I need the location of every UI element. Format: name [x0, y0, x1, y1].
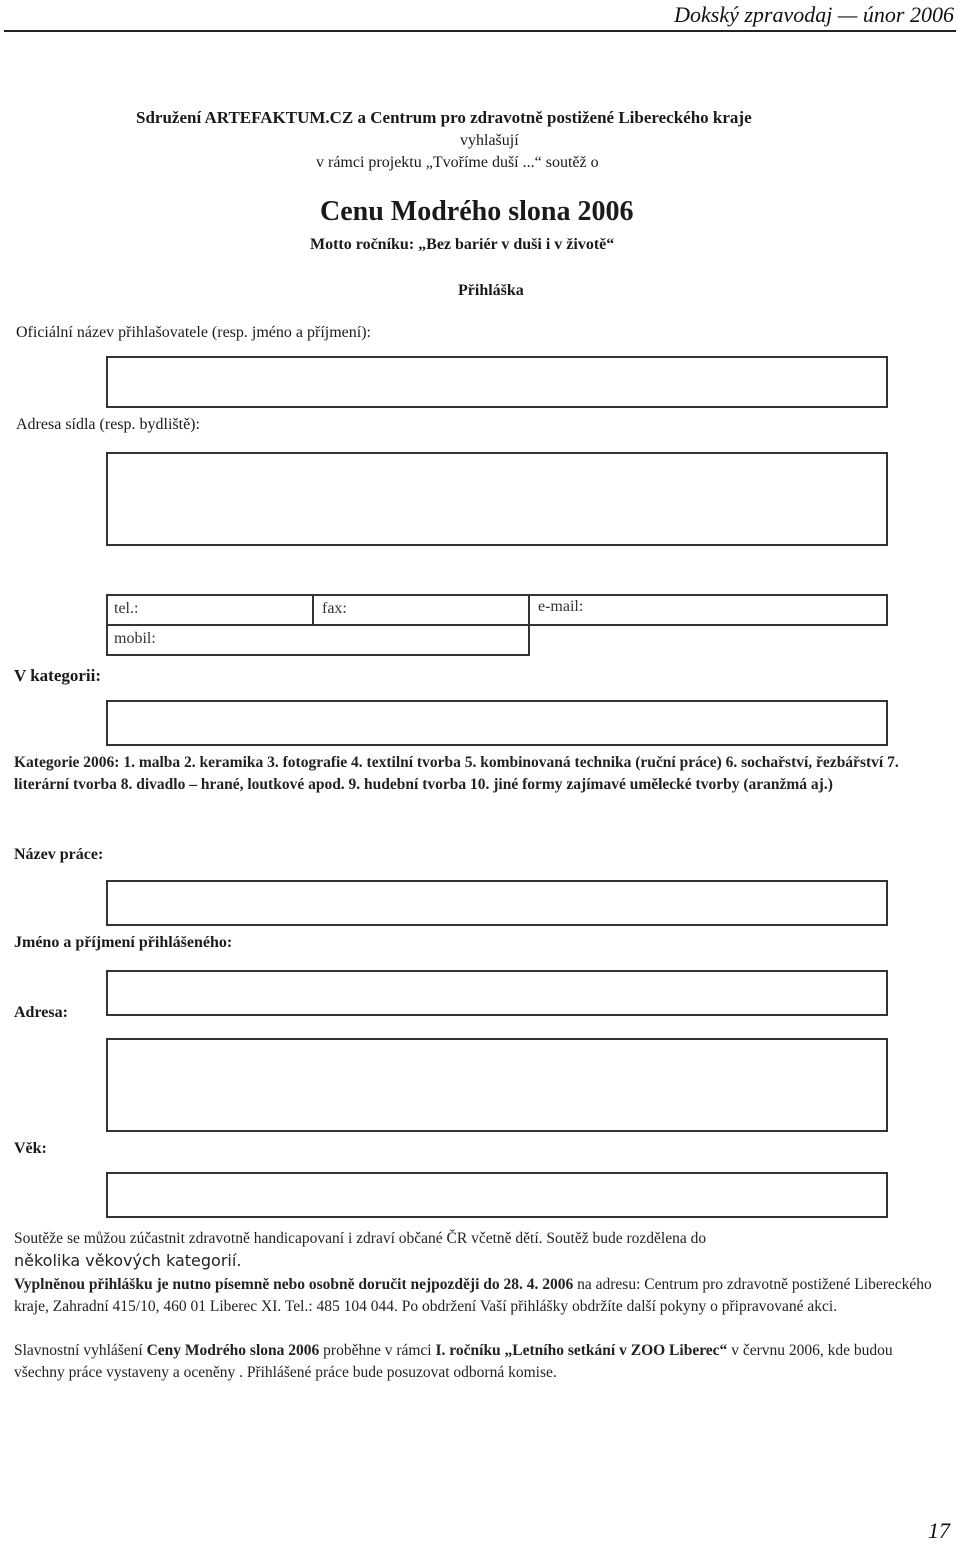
- intro-line-2: vyhlašují: [460, 132, 519, 149]
- note-paragraph: [14, 1228, 940, 1273]
- deadline-paragraph: [14, 1274, 940, 1318]
- applicant-address-field[interactable]: [106, 1038, 888, 1132]
- ceremony-event-name: I. ročníku „Letního setkání v ZOO Liberec“: [435, 1342, 728, 1359]
- ceremony-award-name: Ceny Modrého slona 2006: [146, 1342, 320, 1359]
- age-label: Věk:: [14, 1140, 47, 1157]
- mobil-field[interactable]: [106, 624, 530, 656]
- page-number: 17: [928, 1518, 950, 1543]
- ceremony-text-c: proběhne v rámci: [319, 1342, 436, 1359]
- email-field[interactable]: [528, 594, 888, 626]
- newsletter-title: Dokský zpravodaj — únor 2006: [674, 2, 954, 27]
- intro-line-1: Sdružení ARTEFAKTUM.CZ a Centrum pro zdravotně postižené Libereckého kraje: [136, 108, 752, 127]
- form-title: Cenu Modrého slona 2006: [320, 196, 634, 227]
- applicant-name-field[interactable]: [106, 970, 888, 1016]
- email-label: e-mail:: [538, 598, 584, 615]
- note-line-2: několika věkových kategorií.: [14, 1251, 242, 1270]
- work-name-label: Název práce:: [14, 846, 104, 863]
- scanned-application-form: [8, 92, 948, 1402]
- ceremony-text-a: Slavnostní vyhlášení: [14, 1342, 147, 1359]
- header-rule: [4, 30, 956, 32]
- mobil-label: mobil:: [114, 630, 156, 647]
- deadline-bold: Vyplněnou přihlášku je nutno písemně nebo osobně doručit nejpozději do 28. 4. 2006: [14, 1276, 574, 1293]
- official-name-label: Oficiální název přihlašovatele (resp. jméno a příjmení):: [16, 324, 371, 341]
- categories-list: Kategorie 2006: 1. malba 2. keramika 3. fotografie 4. textilní tvorba 5. kombinovaná technika (ruční práce) 6. sochařství, řezbářství 7. literární tvorba 8. divadlo – hrané, loutkové apod. 9. hudební tvorba 10. jiné formy zajímavé umělecké tvorby (aranžmá aj.): [14, 754, 899, 793]
- form-label: Přihláška: [458, 282, 524, 299]
- page-header: [0, 0, 960, 34]
- deadline-rest: na adresu: Centrum pro zdravotně postižené Libereckého kraje, Zahradní 415/10, 460 01 Liberec XI. Tel.: 485 104 044. Po obdržení Vaší přihlášky obdržíte další pokyny o připravované akci.: [14, 1276, 932, 1315]
- category-field[interactable]: [106, 700, 888, 746]
- fax-label: fax:: [322, 600, 347, 617]
- tel-label: tel.:: [114, 600, 139, 617]
- tel-field[interactable]: [106, 594, 314, 626]
- address-label: Adresa sídla (resp. bydliště):: [16, 416, 200, 433]
- motto: Motto ročníku: „Bez bariér v duši i v životě“: [310, 236, 615, 253]
- applicant-name-label: Jméno a příjmení přihlášeného:: [14, 934, 233, 951]
- applicant-address-label: Adresa:: [14, 1004, 68, 1021]
- category-label: V kategorii:: [14, 666, 102, 685]
- official-name-field[interactable]: [106, 356, 888, 408]
- ceremony-text-e: v červnu 2006, kde budou všechny práce vystaveny a oceněny . Přihlášené práce bude posuzovat odborná komise.: [14, 1342, 893, 1381]
- ceremony-paragraph: [14, 1340, 940, 1384]
- intro-line-3: v rámci projektu „Tvoříme duší ...“ soutěž o: [316, 154, 599, 171]
- age-field[interactable]: [106, 1172, 888, 1218]
- work-name-field[interactable]: [106, 880, 888, 926]
- address-field[interactable]: [106, 452, 888, 546]
- fax-field[interactable]: [312, 594, 530, 626]
- note-line-1: Soutěže se můžou zúčastnit zdravotně handicapovaní i zdraví občané ČR včetně dětí. Soutěž bude rozdělena do: [14, 1230, 707, 1247]
